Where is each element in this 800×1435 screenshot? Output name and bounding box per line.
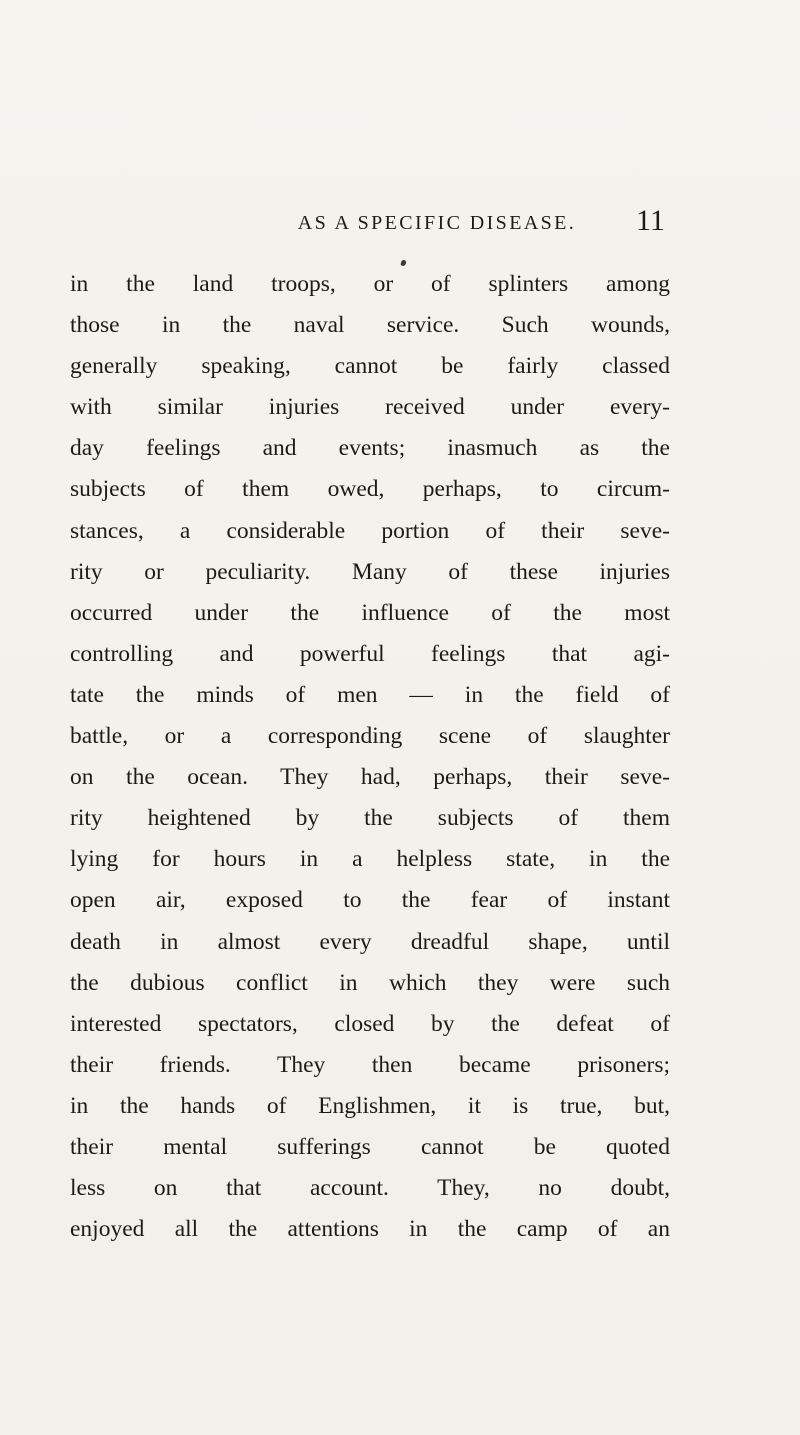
body-text (70, 264, 670, 1250)
text-line: their friends. They then became prisoners; (70, 1051, 670, 1078)
text-line: their mental sufferings cannot be quoted (70, 1133, 670, 1160)
text-line: lying for hours in a helpless state, in the (70, 846, 670, 873)
text-line: interested spectators, closed by the defeat of (70, 1010, 670, 1037)
running-head (0, 203, 800, 243)
text-line: battle, or a corresponding scene of slaughter (70, 723, 670, 750)
page-number: 11 (636, 204, 665, 237)
text-line: in the hands of Englishmen, it is true, but, (70, 1092, 670, 1119)
text-line: controlling and powerful feelings that agi- (70, 640, 670, 667)
text-line: rity heightened by the subjects of them (70, 805, 670, 832)
text-line: occurred under the influence of the most (70, 599, 670, 626)
text-line: open air, exposed to the fear of instant (70, 887, 670, 914)
text-line: subjects of them owed, perhaps, to circum- (70, 476, 670, 503)
text-line: with similar injuries received under every- (70, 394, 670, 421)
text-line: death in almost every dreadful shape, until (70, 928, 670, 955)
text-line: those in the naval service. Such wounds, (70, 312, 670, 339)
text-line: rity or peculiarity. Many of these injuries (70, 558, 670, 585)
text-line: the dubious conflict in which they were such (70, 969, 670, 996)
text-line: tate the minds of men — in the field of (70, 681, 670, 708)
text-line: generally speaking, cannot be fairly classed (70, 353, 670, 380)
text-line: enjoyed all the attentions in the camp of an (70, 1216, 670, 1243)
text-line: on the ocean. They had, perhaps, their seve- (70, 764, 670, 791)
text-line: less on that account. They, no doubt, (70, 1175, 670, 1202)
running-title: AS A SPECIFIC DISEASE. (297, 212, 577, 234)
text-line: in the land troops, or of splinters among (70, 271, 670, 297)
text-line: stances, a considerable portion of their seve- (70, 517, 670, 544)
text-line: day feelings and events; inasmuch as the (70, 435, 670, 462)
